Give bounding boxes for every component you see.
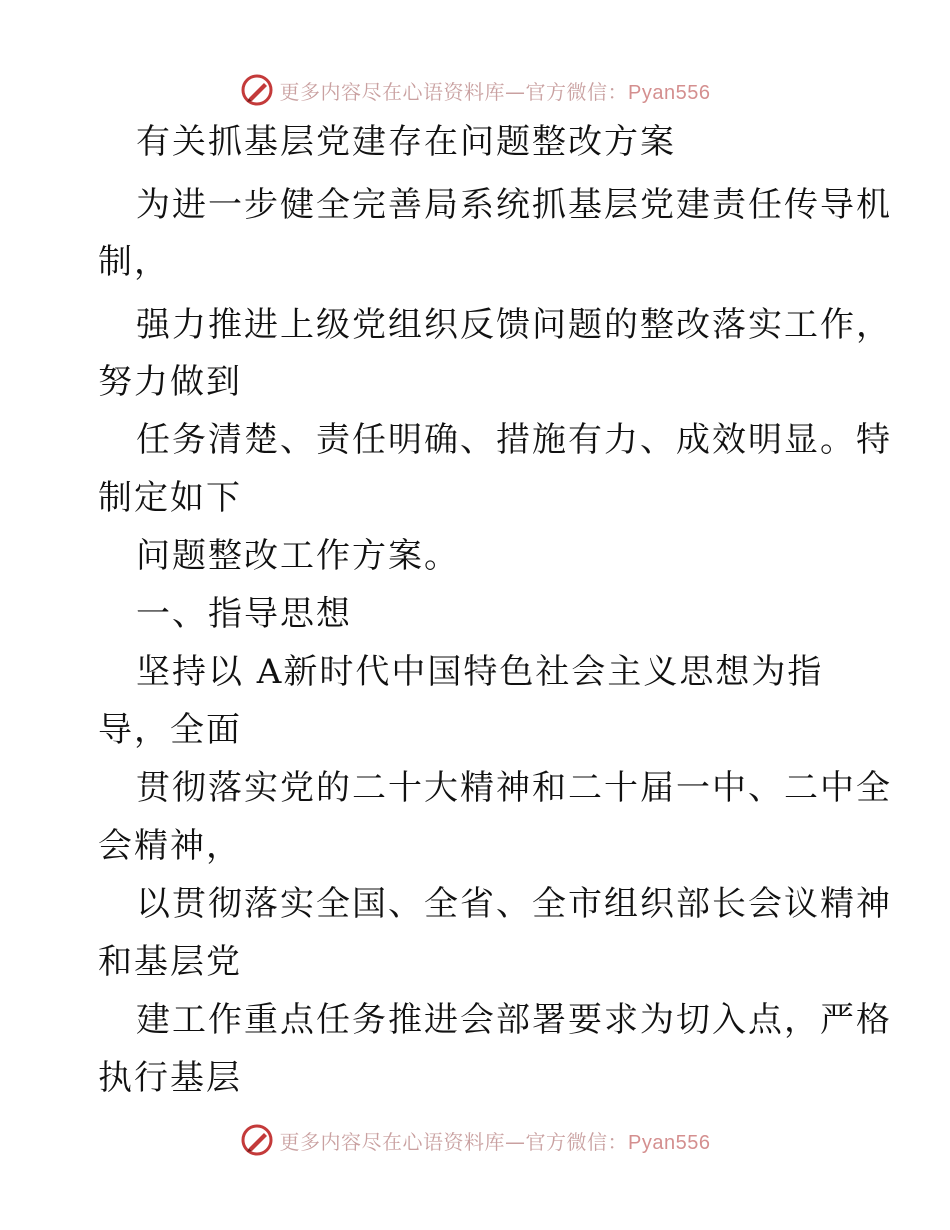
- text-line: 强力推进上级党组织反馈问题的整改落实工作，: [136, 305, 892, 345]
- footer-watermark: [0, 1120, 950, 1160]
- pen-logo-icon: [240, 1123, 274, 1157]
- header-watermark: [0, 70, 950, 110]
- text-line: 制，: [98, 242, 170, 282]
- text-line: 努力做到: [98, 362, 242, 402]
- section-heading: 一、指导思想: [136, 594, 352, 634]
- document-title: 有关抓基层党建存在问题整改方案: [136, 122, 676, 162]
- watermark-text: 更多内容尽在心语资料库—官方微信：Pyan556: [279, 1129, 711, 1154]
- text-line: 和基层党: [98, 942, 242, 982]
- watermark-text: 更多内容尽在心语资料库—官方微信：Pyan556: [279, 79, 711, 104]
- text-line: 执行基层: [98, 1058, 242, 1098]
- text-line: 会精神，: [98, 826, 242, 866]
- text-line: 导，全面: [98, 710, 242, 750]
- text-line: 坚持以 A新时代中国特色社会主义思想为指: [136, 652, 824, 692]
- text-line: 任务清楚、责任明确、措施有力、成效明显。特: [136, 420, 892, 460]
- text-line: 制定如下: [98, 478, 242, 518]
- text-line: 建工作重点任务推进会部署要求为切入点，严格: [136, 1000, 892, 1040]
- pen-logo-icon: [240, 73, 274, 107]
- text-line: 以贯彻落实全国、全省、全市组织部长会议精神: [136, 884, 892, 924]
- text-line: 为进一步健全完善局系统抓基层党建责任传导机: [136, 185, 892, 225]
- text-line: 贯彻落实党的二十大精神和二十届一中、二中全: [136, 768, 892, 808]
- text-line: 问题整改工作方案。: [136, 536, 460, 576]
